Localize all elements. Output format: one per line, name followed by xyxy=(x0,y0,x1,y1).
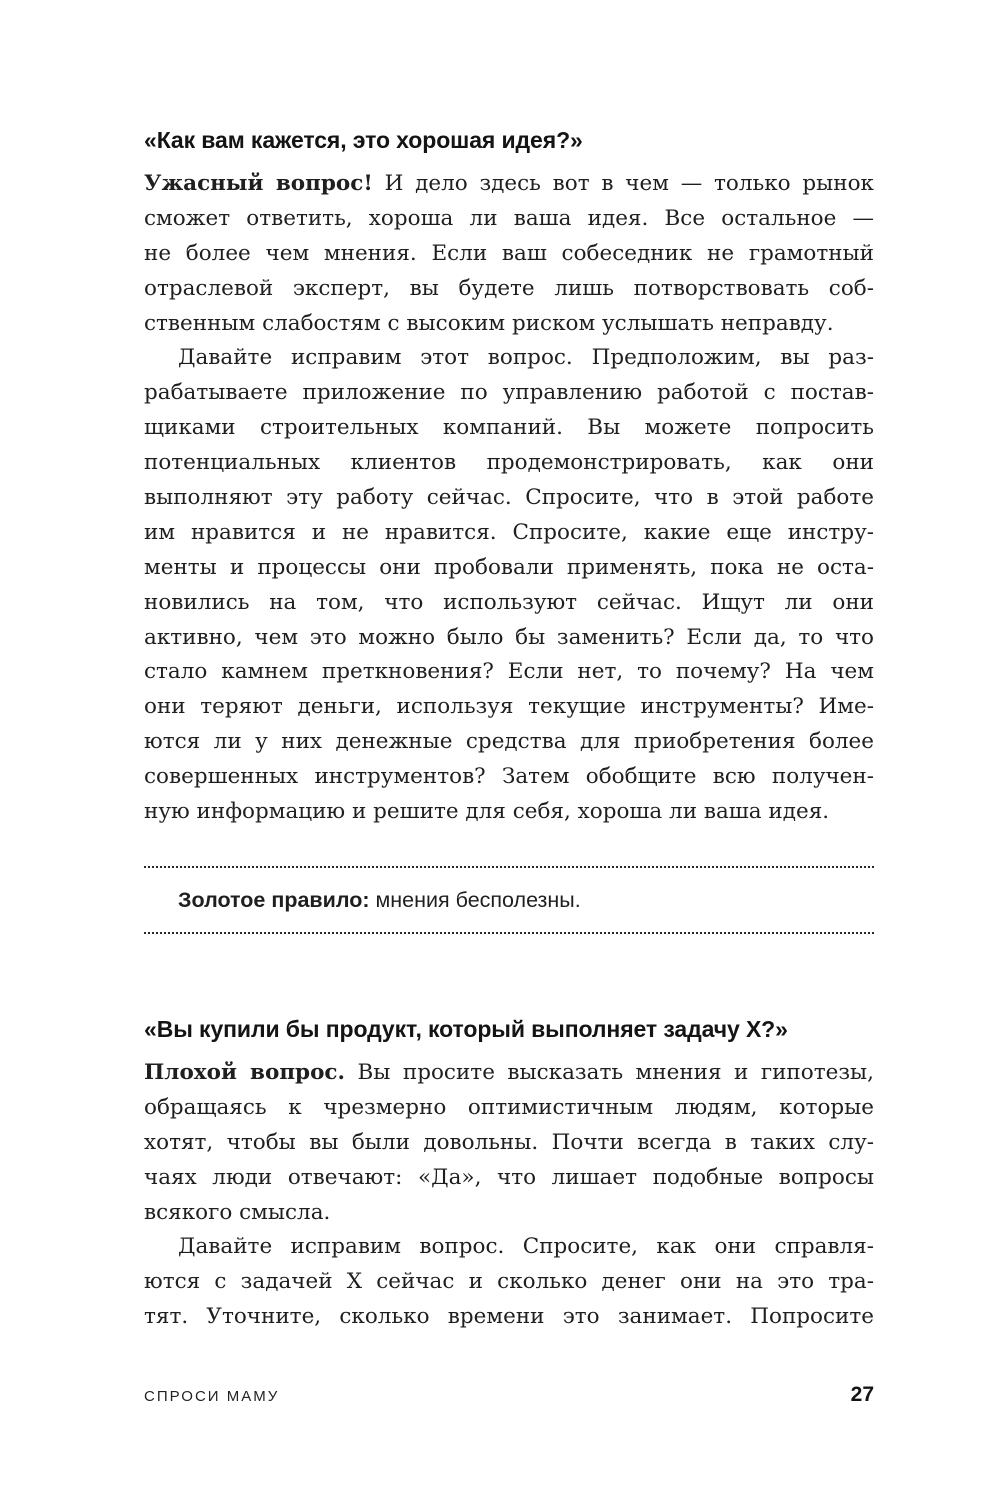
page-number: 27 xyxy=(850,1383,874,1406)
book-page xyxy=(144,0,874,1489)
text-line: Давайте исправим этот вопрос. Предположим, вы раз- xyxy=(178,345,874,371)
text-line: они теряют деньги, используя текущие инструменты? Име- xyxy=(144,694,874,720)
dotted-divider-bottom xyxy=(144,932,874,934)
text-line: Давайте исправим вопрос. Спросите, как они справля- xyxy=(178,1234,874,1260)
paragraph xyxy=(144,1056,874,1230)
section-heading-good-idea: «Как вам кажется, это хорошая идея?» xyxy=(144,127,583,153)
text-line: выполняют эту работу сейчас. Спросите, что в этой работе xyxy=(144,485,874,511)
section-heading-would-you-buy: «Вы купили бы продукт, который выполняет задачу X?» xyxy=(144,1016,788,1042)
section-1-body xyxy=(144,167,874,830)
text-line: отраслевой эксперт, вы будете лишь потворствовать соб- xyxy=(144,275,874,301)
dotted-divider-top xyxy=(144,866,874,868)
text-line xyxy=(144,1056,874,1091)
text-line: обращаясь к чрезмерно оптимистичным людям, которые xyxy=(144,1094,874,1120)
text-line: им нравится и не нравится. Спросите, какие еще инстру- xyxy=(144,519,874,545)
text-line xyxy=(144,167,874,202)
text-line: новились на том, что используют сейчас. Ищут ли они xyxy=(144,589,874,615)
golden-rule-text: мнения бесполезны. xyxy=(369,888,581,912)
text-line: щиками строительных компаний. Вы можете попросить xyxy=(144,415,874,441)
text-line: ются с задачей X сейчас и сколько денег они на это тра- xyxy=(144,1269,874,1295)
text-line: рабатываете приложение по управлению работой с постав- xyxy=(144,380,874,406)
text-line: хотят, чтобы вы были довольны. Почти всегда в таких слу- xyxy=(144,1129,874,1155)
paragraph xyxy=(144,341,874,829)
text-line: не более чем мнения. Если ваш собеседник не грамотный xyxy=(144,240,874,266)
text-line: тят. Уточните, сколько времени это занимает. Попросите xyxy=(144,1304,874,1330)
lead-phrase: Плохой вопрос. xyxy=(144,1060,346,1085)
text-line: ную информацию и решите для себя, хороша ли ваша идея. xyxy=(144,799,830,825)
golden-rule-callout xyxy=(178,884,581,916)
text-line: стало камнем преткновения? Если нет, то почему? На чем xyxy=(144,659,874,685)
text-line: ственным слабостям с высоким риском услышать неправду. xyxy=(144,310,834,336)
text-line-rest: И дело здесь вот в чем — только рынок xyxy=(372,171,874,196)
running-title: СПРОСИ МАМУ xyxy=(144,1388,280,1405)
text-line: активно, чем это можно было бы заменить? Если да, то что xyxy=(144,624,874,650)
text-line: сможет ответить, хороша ли ваша идея. Все остальное — xyxy=(144,205,874,231)
text-line: чаях люди отвечают: «Да», что лишает подобные вопросы xyxy=(144,1164,874,1190)
text-line: совершенных инструментов? Затем обобщите всю получен- xyxy=(144,764,874,790)
text-line: ются ли у них денежные средства для приобретения более xyxy=(144,729,874,755)
text-line-rest: Вы просите высказать мнения и гипотезы, xyxy=(345,1060,875,1085)
paragraph xyxy=(144,1230,874,1335)
lead-phrase: Ужасный вопрос! xyxy=(144,171,373,196)
section-2-body xyxy=(144,1056,874,1335)
text-line: менты и процессы они пробовали применять, пока не оста- xyxy=(144,554,874,580)
text-line: всякого смысла. xyxy=(144,1199,331,1225)
paragraph xyxy=(144,167,874,341)
golden-rule-label: Золотое правило: xyxy=(178,888,370,912)
text-line: потенциальных клиентов продемонстрировать, как они xyxy=(144,450,874,476)
